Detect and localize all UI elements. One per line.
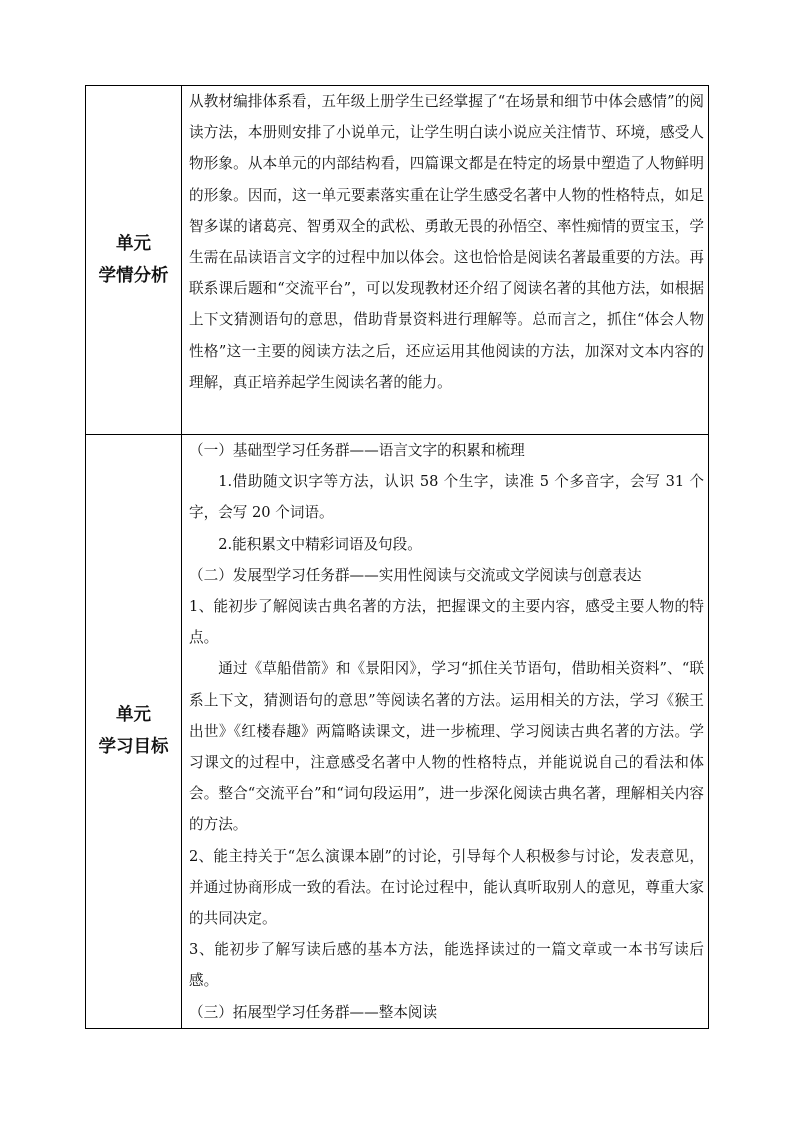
goal-section-heading: （三）拓展型学习任务群——整本阅读 (189, 1003, 438, 1021)
goal-item: 2.能积累文中精彩词语及句段。 (218, 535, 422, 553)
goal-item: 3、能初步了解写读后感的基本方法，能选择读过的一篇文章或一本书写读后感。 (189, 941, 704, 990)
goal-item-detail: 通过《草船借箭》和《景阳冈》，学习“抓住关节语句，借助相关资料”、“联系上下文，猜测语句的意思”等阅读名著的方法。运用相关的方法，学习《猴王出世》《红楼春趣》两篇略读课文，进一步梳理、学习阅读古典名著的方法。学习课文的过程中，注意感受名著中人物的性格特点，并能说说自己的看法和体会。整合“交流平台”和“词句段运用”，进一步深化阅读古典名著，理解相关内容的方法。 (189, 660, 704, 834)
table-row-learning-goals (86, 435, 709, 1029)
row-label-learning-analysis (86, 86, 182, 435)
learning-analysis-content (182, 86, 709, 435)
analysis-paragraph: 从教材编排体系看，五年级上册学生已经掌握了“在场景和细节中体会感情”的阅读方法，本册则安排了小说单元，让学生明白读小说应关注情节、环境，感受人物形象。从本单元的内部结构看，四篇课文都是在特定的场景中塑造了人物鲜明的形象。因而，这一单元要素落实重在让学生感受名著中人物的性格特点，如足智多谋的诸葛亮、智勇双全的武松、勇敢无畏的孙悟空、率性痴情的贾宝玉，学生需在品读语言文字的过程中加以体会。这也恰恰是阅读名著最重要的方法。再联系课后题和“交流平台”，可以发现教材还介绍了阅读名著的其他方法，如根据上下文猜测语句的意思，借助背景资料进行理解等。总而言之，抓住“体会人物性格”这一主要的阅读方法之后，还应运用其他阅读的方法，加深对文本内容的理解，真正培养起学生阅读名著的能力。 (189, 93, 704, 391)
learning-goals-content (182, 435, 709, 1029)
row-label-line2: 学情分析 (98, 266, 169, 286)
row-label-line2: 学习目标 (98, 737, 169, 758)
goal-section-heading: （二）发展型学习任务群——实用性阅读与交流或文学阅读与创意表达 (189, 566, 642, 584)
goal-item: 1、能初步了解阅读古典名著的方法，把握课文的主要内容，感受主要人物的特点。 (189, 598, 704, 647)
row-label-line1: 单元 (116, 705, 151, 726)
row-label-learning-goals (86, 435, 182, 1029)
goal-section-heading: （一）基础型学习任务群——语言文字的积累和梳理 (189, 442, 525, 459)
lesson-plan-table (85, 85, 709, 1029)
row-label-line1: 单元 (116, 234, 151, 254)
table-row-learning-analysis (86, 86, 709, 435)
goal-item: 1.借助随文识字等方法，认识 58 个生字，读准 5 个多音字，会写 31 个字，会写 20 个词语。 (189, 473, 704, 522)
goal-item: 2、能主持关于“怎么演课本剧”的讨论，引导每个人积极参与讨论，发表意见，并通过协商形成一致的看法。在讨论过程中，能认真听取别人的意见，尊重大家的共同决定。 (189, 847, 704, 928)
